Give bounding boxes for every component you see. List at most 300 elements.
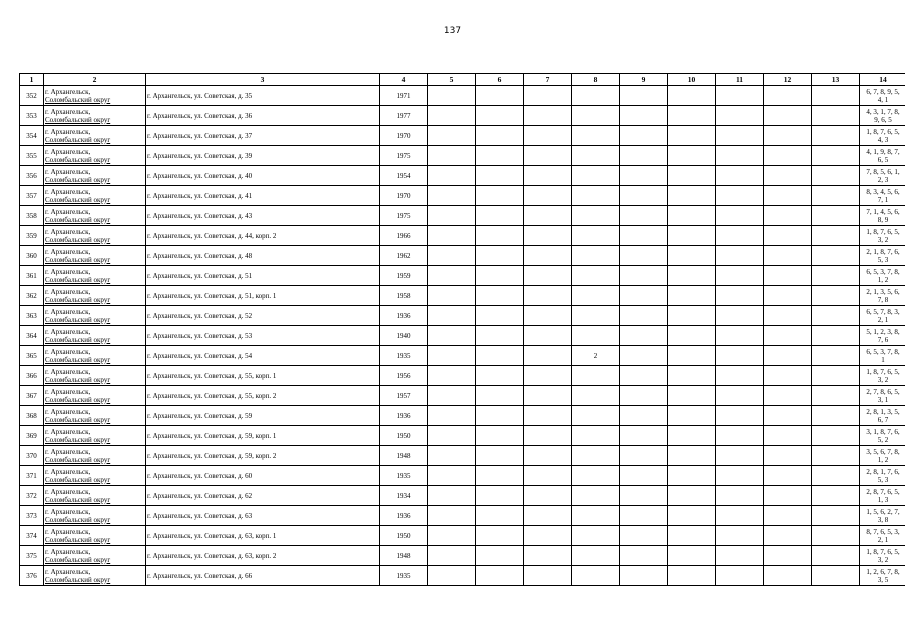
district-city: г. Архангельск,	[45, 147, 91, 156]
order-line-1: 4, 3, 1, 7, 8,	[866, 107, 900, 116]
order-line-1: 1, 8, 7, 6, 5,	[866, 227, 900, 236]
year-cell: 1940	[380, 326, 428, 346]
district-city: г. Архангельск,	[45, 567, 91, 576]
column-header-7: 7	[524, 74, 572, 86]
value-cell-col-8	[572, 206, 620, 226]
order-line-1: 8, 7, 6, 5, 3,	[866, 527, 900, 536]
value-cell-col-9	[620, 326, 668, 346]
order-cell	[860, 426, 905, 446]
district-name: Соломбальский округ	[45, 215, 111, 224]
row-number: 369	[20, 426, 44, 446]
year-cell: 1934	[380, 486, 428, 506]
district-name: Соломбальский округ	[45, 495, 111, 504]
value-cell-col-9	[620, 86, 668, 106]
year-cell: 1975	[380, 146, 428, 166]
value-cell-col-7	[524, 386, 572, 406]
value-cell-col-11	[716, 366, 764, 386]
value-cell-col-10	[668, 226, 716, 246]
district-name: Соломбальский округ	[45, 535, 111, 544]
district-name: Соломбальский округ	[45, 275, 111, 284]
value-cell-col-13	[812, 486, 860, 506]
value-cell-col-5	[428, 126, 476, 146]
row-number: 352	[20, 86, 44, 106]
order-line-1: 1, 8, 7, 6, 5,	[866, 547, 900, 556]
district-cell	[44, 466, 146, 486]
address-cell: г. Архангельск, ул. Советская, д. 55, корп. 2	[146, 386, 380, 406]
address-cell: г. Архангельск, ул. Советская, д. 55, корп. 1	[146, 366, 380, 386]
order-line-2: 9, 6, 5	[874, 115, 892, 124]
value-cell-col-8	[572, 286, 620, 306]
value-cell-col-11	[716, 126, 764, 146]
value-cell-col-9	[620, 266, 668, 286]
year-cell: 1956	[380, 366, 428, 386]
value-cell-col-6	[476, 266, 524, 286]
value-cell-col-6	[476, 126, 524, 146]
table-row	[20, 86, 905, 106]
value-cell-col-8	[572, 426, 620, 446]
table-row	[20, 106, 905, 126]
value-cell-col-9	[620, 406, 668, 426]
value-cell-col-12	[764, 426, 812, 446]
order-line-2: 4, 3	[877, 135, 889, 144]
order-line-1: 2, 8, 1, 3, 5,	[866, 407, 900, 416]
column-header-10: 10	[668, 74, 716, 86]
value-cell-col-9	[620, 486, 668, 506]
value-cell-col-7	[524, 346, 572, 366]
value-cell-col-13	[812, 286, 860, 306]
order-cell	[860, 466, 905, 486]
order-line-2: 6, 7	[877, 415, 889, 424]
value-cell-col-13	[812, 346, 860, 366]
value-cell-col-9	[620, 386, 668, 406]
district-city: г. Архангельск,	[45, 227, 91, 236]
district-cell	[44, 426, 146, 446]
value-cell-col-10	[668, 466, 716, 486]
value-cell-col-11	[716, 186, 764, 206]
district-cell	[44, 166, 146, 186]
value-cell-col-8	[572, 386, 620, 406]
district-city: г. Архангельск,	[45, 207, 91, 216]
row-number: 362	[20, 286, 44, 306]
district-name: Соломбальский округ	[45, 195, 111, 204]
value-cell-col-10	[668, 366, 716, 386]
order-line-2: 3, 2	[877, 375, 889, 384]
order-line-1: 1, 5, 6, 2, 7,	[866, 507, 900, 516]
value-cell-col-10	[668, 386, 716, 406]
value-cell-col-5	[428, 286, 476, 306]
value-cell-col-9	[620, 146, 668, 166]
order-line-2: 3, 2	[877, 235, 889, 244]
value-cell-col-8	[572, 506, 620, 526]
district-city: г. Архангельск,	[45, 527, 91, 536]
address-cell: г. Архангельск, ул. Советская, д. 51, корп. 1	[146, 286, 380, 306]
value-cell-col-13	[812, 226, 860, 246]
value-cell-col-11	[716, 446, 764, 466]
value-cell-col-7	[524, 526, 572, 546]
value-cell-col-5	[428, 406, 476, 426]
value-cell-col-13	[812, 166, 860, 186]
value-cell-col-6	[476, 466, 524, 486]
order-line-2: 6, 5	[877, 155, 889, 164]
value-cell-col-5	[428, 446, 476, 466]
district-name: Соломбальский округ	[45, 455, 111, 464]
value-cell-col-12	[764, 166, 812, 186]
district-city: г. Архангельск,	[45, 247, 91, 256]
district-name: Соломбальский округ	[45, 475, 111, 484]
district-city: г. Архангельск,	[45, 287, 91, 296]
value-cell-col-5	[428, 146, 476, 166]
district-name: Соломбальский округ	[45, 175, 111, 184]
district-city: г. Архангельск,	[45, 407, 91, 416]
district-city: г. Архангельск,	[45, 367, 91, 376]
value-cell-col-12	[764, 466, 812, 486]
value-cell-col-6	[476, 246, 524, 266]
value-cell-col-13	[812, 426, 860, 446]
district-city: г. Архангельск,	[45, 307, 91, 316]
value-cell-col-6	[476, 346, 524, 366]
district-cell	[44, 386, 146, 406]
year-cell: 1962	[380, 246, 428, 266]
value-cell-col-10	[668, 206, 716, 226]
table-row	[20, 206, 905, 226]
value-cell-col-8	[572, 106, 620, 126]
value-cell-col-8	[572, 366, 620, 386]
value-cell-col-13	[812, 126, 860, 146]
column-header-2: 2	[44, 74, 146, 86]
district-name: Соломбальский округ	[45, 155, 111, 164]
value-cell-col-5	[428, 266, 476, 286]
order-line-1: 5, 1, 2, 3, 8,	[866, 327, 900, 336]
address-cell: г. Архангельск, ул. Советская, д. 48	[146, 246, 380, 266]
value-cell-col-6	[476, 186, 524, 206]
value-cell-col-10	[668, 446, 716, 466]
order-line-1: 2, 1, 3, 5, 6,	[866, 287, 900, 296]
district-cell	[44, 146, 146, 166]
value-cell-col-6	[476, 426, 524, 446]
value-cell-col-6	[476, 406, 524, 426]
value-cell-col-12	[764, 566, 812, 586]
year-cell: 1950	[380, 526, 428, 546]
order-cell	[860, 386, 905, 406]
district-name: Соломбальский округ	[45, 375, 111, 384]
value-cell-col-5	[428, 166, 476, 186]
value-cell-col-5	[428, 546, 476, 566]
address-cell: г. Архангельск, ул. Советская, д. 41	[146, 186, 380, 206]
year-cell: 1935	[380, 346, 428, 366]
table-row	[20, 406, 905, 426]
row-number: 368	[20, 406, 44, 426]
order-cell	[860, 446, 905, 466]
value-cell-col-10	[668, 266, 716, 286]
table-row	[20, 186, 905, 206]
value-cell-col-7	[524, 206, 572, 226]
district-cell	[44, 246, 146, 266]
value-cell-col-7	[524, 146, 572, 166]
value-cell-col-12	[764, 546, 812, 566]
order-line-2: 7, 8	[877, 295, 889, 304]
order-line-2: 2, 1	[877, 535, 889, 544]
district-cell	[44, 306, 146, 326]
value-cell-col-5	[428, 366, 476, 386]
order-cell	[860, 206, 905, 226]
value-cell-col-7	[524, 186, 572, 206]
value-cell-col-11	[716, 266, 764, 286]
value-cell-col-10	[668, 546, 716, 566]
value-cell-col-12	[764, 406, 812, 426]
row-number: 354	[20, 126, 44, 146]
year-cell: 1948	[380, 446, 428, 466]
year-cell: 1954	[380, 166, 428, 186]
address-cell: г. Архангельск, ул. Советская, д. 40	[146, 166, 380, 186]
district-city: г. Архангельск,	[45, 127, 91, 136]
column-header-8: 8	[572, 74, 620, 86]
row-number: 365	[20, 346, 44, 366]
value-cell-col-13	[812, 406, 860, 426]
order-line-1: 7, 8, 5, 6, 1,	[866, 167, 900, 176]
value-cell-col-6	[476, 566, 524, 586]
order-line-1: 2, 7, 8, 6, 5,	[866, 387, 900, 396]
order-cell	[860, 106, 905, 126]
value-cell-col-13	[812, 326, 860, 346]
value-cell-col-9	[620, 126, 668, 146]
value-cell-col-5	[428, 186, 476, 206]
value-cell-col-9	[620, 566, 668, 586]
value-cell-col-7	[524, 466, 572, 486]
column-header-13: 13	[812, 74, 860, 86]
table-row	[20, 246, 905, 266]
value-cell-col-8	[572, 166, 620, 186]
value-cell-col-9	[620, 466, 668, 486]
value-cell-col-6	[476, 486, 524, 506]
value-cell-col-9	[620, 506, 668, 526]
table-row	[20, 426, 905, 446]
value-cell-col-12	[764, 306, 812, 326]
order-line-1: 6, 7, 8, 9, 5,	[866, 87, 900, 96]
table-row	[20, 466, 905, 486]
order-cell	[860, 126, 905, 146]
value-cell-col-12	[764, 106, 812, 126]
year-cell: 1966	[380, 226, 428, 246]
table-row	[20, 326, 905, 346]
district-cell	[44, 86, 146, 106]
address-cell: г. Архангельск, ул. Советская, д. 59, корп. 2	[146, 446, 380, 466]
value-cell-col-8: 2	[572, 346, 620, 366]
value-cell-col-11	[716, 306, 764, 326]
value-cell-col-10	[668, 406, 716, 426]
order-line-1: 2, 1, 8, 7, 6,	[866, 247, 900, 256]
register-table	[19, 73, 905, 586]
value-cell-col-12	[764, 446, 812, 466]
row-number: 356	[20, 166, 44, 186]
table-row	[20, 566, 905, 586]
value-cell-col-13	[812, 86, 860, 106]
value-cell-col-11	[716, 146, 764, 166]
value-cell-col-6	[476, 306, 524, 326]
value-cell-col-7	[524, 246, 572, 266]
district-cell	[44, 446, 146, 466]
page-number: 137	[443, 26, 462, 36]
district-name: Соломбальский округ	[45, 235, 111, 244]
order-line-2: 2, 3	[877, 175, 889, 184]
order-cell	[860, 186, 905, 206]
order-line-1: 6, 5, 3, 7, 8,	[866, 267, 900, 276]
year-cell: 1935	[380, 466, 428, 486]
value-cell-col-9	[620, 546, 668, 566]
address-cell: г. Архангельск, ул. Советская, д. 43	[146, 206, 380, 226]
value-cell-col-11	[716, 486, 764, 506]
row-number: 372	[20, 486, 44, 506]
value-cell-col-13	[812, 446, 860, 466]
value-cell-col-11	[716, 346, 764, 366]
district-cell	[44, 226, 146, 246]
value-cell-col-8	[572, 406, 620, 426]
column-header-3: 3	[146, 74, 380, 86]
year-cell: 1977	[380, 106, 428, 126]
value-cell-col-13	[812, 546, 860, 566]
value-cell-col-9	[620, 306, 668, 326]
order-cell	[860, 226, 905, 246]
value-cell-col-7	[524, 546, 572, 566]
district-name: Соломбальский округ	[45, 135, 111, 144]
address-cell: г. Архангельск, ул. Советская, д. 39	[146, 146, 380, 166]
district-city: г. Архангельск,	[45, 327, 91, 336]
order-line-1: 6, 5, 3, 7, 8,	[866, 347, 900, 356]
district-cell	[44, 266, 146, 286]
value-cell-col-7	[524, 166, 572, 186]
district-cell	[44, 106, 146, 126]
value-cell-col-11	[716, 546, 764, 566]
value-cell-col-8	[572, 226, 620, 246]
district-name: Соломбальский округ	[45, 575, 111, 584]
value-cell-col-7	[524, 566, 572, 586]
district-city: г. Архангельск,	[45, 107, 91, 116]
row-number: 355	[20, 146, 44, 166]
order-line-2: 1, 3	[877, 495, 889, 504]
value-cell-col-8	[572, 546, 620, 566]
district-city: г. Архангельск,	[45, 427, 91, 436]
order-cell	[860, 146, 905, 166]
value-cell-col-11	[716, 286, 764, 306]
table-row	[20, 486, 905, 506]
value-cell-col-12	[764, 386, 812, 406]
order-line-2: 4, 1	[877, 95, 889, 104]
order-line-2: 5, 3	[877, 255, 889, 264]
row-number: 364	[20, 326, 44, 346]
value-cell-col-11	[716, 226, 764, 246]
value-cell-col-5	[428, 346, 476, 366]
table-row	[20, 506, 905, 526]
value-cell-col-11	[716, 86, 764, 106]
order-cell	[860, 346, 905, 366]
value-cell-col-5	[428, 486, 476, 506]
value-cell-col-13	[812, 186, 860, 206]
value-cell-col-12	[764, 486, 812, 506]
year-cell: 1935	[380, 566, 428, 586]
value-cell-col-12	[764, 146, 812, 166]
row-number: 360	[20, 246, 44, 266]
district-name: Соломбальский округ	[45, 315, 111, 324]
order-line-2: 1, 2	[877, 275, 889, 284]
value-cell-col-7	[524, 326, 572, 346]
address-cell: г. Архангельск, ул. Советская, д. 66	[146, 566, 380, 586]
year-cell: 1958	[380, 286, 428, 306]
row-number: 361	[20, 266, 44, 286]
address-cell: г. Архангельск, ул. Советская, д. 44, корп. 2	[146, 226, 380, 246]
order-cell	[860, 406, 905, 426]
value-cell-col-12	[764, 206, 812, 226]
value-cell-col-10	[668, 566, 716, 586]
row-number: 376	[20, 566, 44, 586]
value-cell-col-6	[476, 326, 524, 346]
value-cell-col-12	[764, 246, 812, 266]
district-cell	[44, 186, 146, 206]
year-cell: 1957	[380, 386, 428, 406]
value-cell-col-10	[668, 246, 716, 266]
table-row	[20, 366, 905, 386]
row-number: 367	[20, 386, 44, 406]
value-cell-col-5	[428, 246, 476, 266]
table-row	[20, 286, 905, 306]
value-cell-col-5	[428, 86, 476, 106]
address-cell: г. Архангельск, ул. Советская, д. 53	[146, 326, 380, 346]
value-cell-col-11	[716, 426, 764, 446]
district-city: г. Архангельск,	[45, 87, 91, 96]
table-row	[20, 526, 905, 546]
year-cell: 1970	[380, 126, 428, 146]
value-cell-col-7	[524, 406, 572, 426]
year-cell: 1950	[380, 426, 428, 446]
order-cell	[860, 286, 905, 306]
district-cell	[44, 566, 146, 586]
order-line-1: 1, 8, 7, 6, 5,	[866, 367, 900, 376]
address-cell: г. Архангельск, ул. Советская, д. 35	[146, 86, 380, 106]
value-cell-col-6	[476, 286, 524, 306]
district-name: Соломбальский округ	[45, 435, 111, 444]
district-cell	[44, 286, 146, 306]
value-cell-col-8	[572, 126, 620, 146]
value-cell-col-10	[668, 486, 716, 506]
table-row	[20, 126, 905, 146]
order-line-2: 3, 2	[877, 555, 889, 564]
value-cell-col-5	[428, 466, 476, 486]
value-cell-col-6	[476, 526, 524, 546]
district-name: Соломбальский округ	[45, 255, 111, 264]
district-cell	[44, 546, 146, 566]
value-cell-col-13	[812, 466, 860, 486]
year-cell: 1936	[380, 406, 428, 426]
order-cell	[860, 86, 905, 106]
column-header-4: 4	[380, 74, 428, 86]
value-cell-col-13	[812, 266, 860, 286]
value-cell-col-7	[524, 286, 572, 306]
value-cell-col-6	[476, 206, 524, 226]
address-cell: г. Архангельск, ул. Советская, д. 51	[146, 266, 380, 286]
value-cell-col-9	[620, 246, 668, 266]
value-cell-col-8	[572, 306, 620, 326]
district-name: Соломбальский округ	[45, 295, 111, 304]
value-cell-col-6	[476, 226, 524, 246]
order-line-1: 8, 3, 4, 5, 6,	[866, 187, 900, 196]
district-name: Соломбальский округ	[45, 395, 111, 404]
row-number: 357	[20, 186, 44, 206]
order-cell	[860, 326, 905, 346]
value-cell-col-12	[764, 86, 812, 106]
order-line-1: 6, 5, 7, 8, 3,	[866, 307, 900, 316]
row-number: 363	[20, 306, 44, 326]
value-cell-col-9	[620, 106, 668, 126]
district-city: г. Архангельск,	[45, 167, 91, 176]
order-line-2: 7, 6	[877, 335, 889, 344]
